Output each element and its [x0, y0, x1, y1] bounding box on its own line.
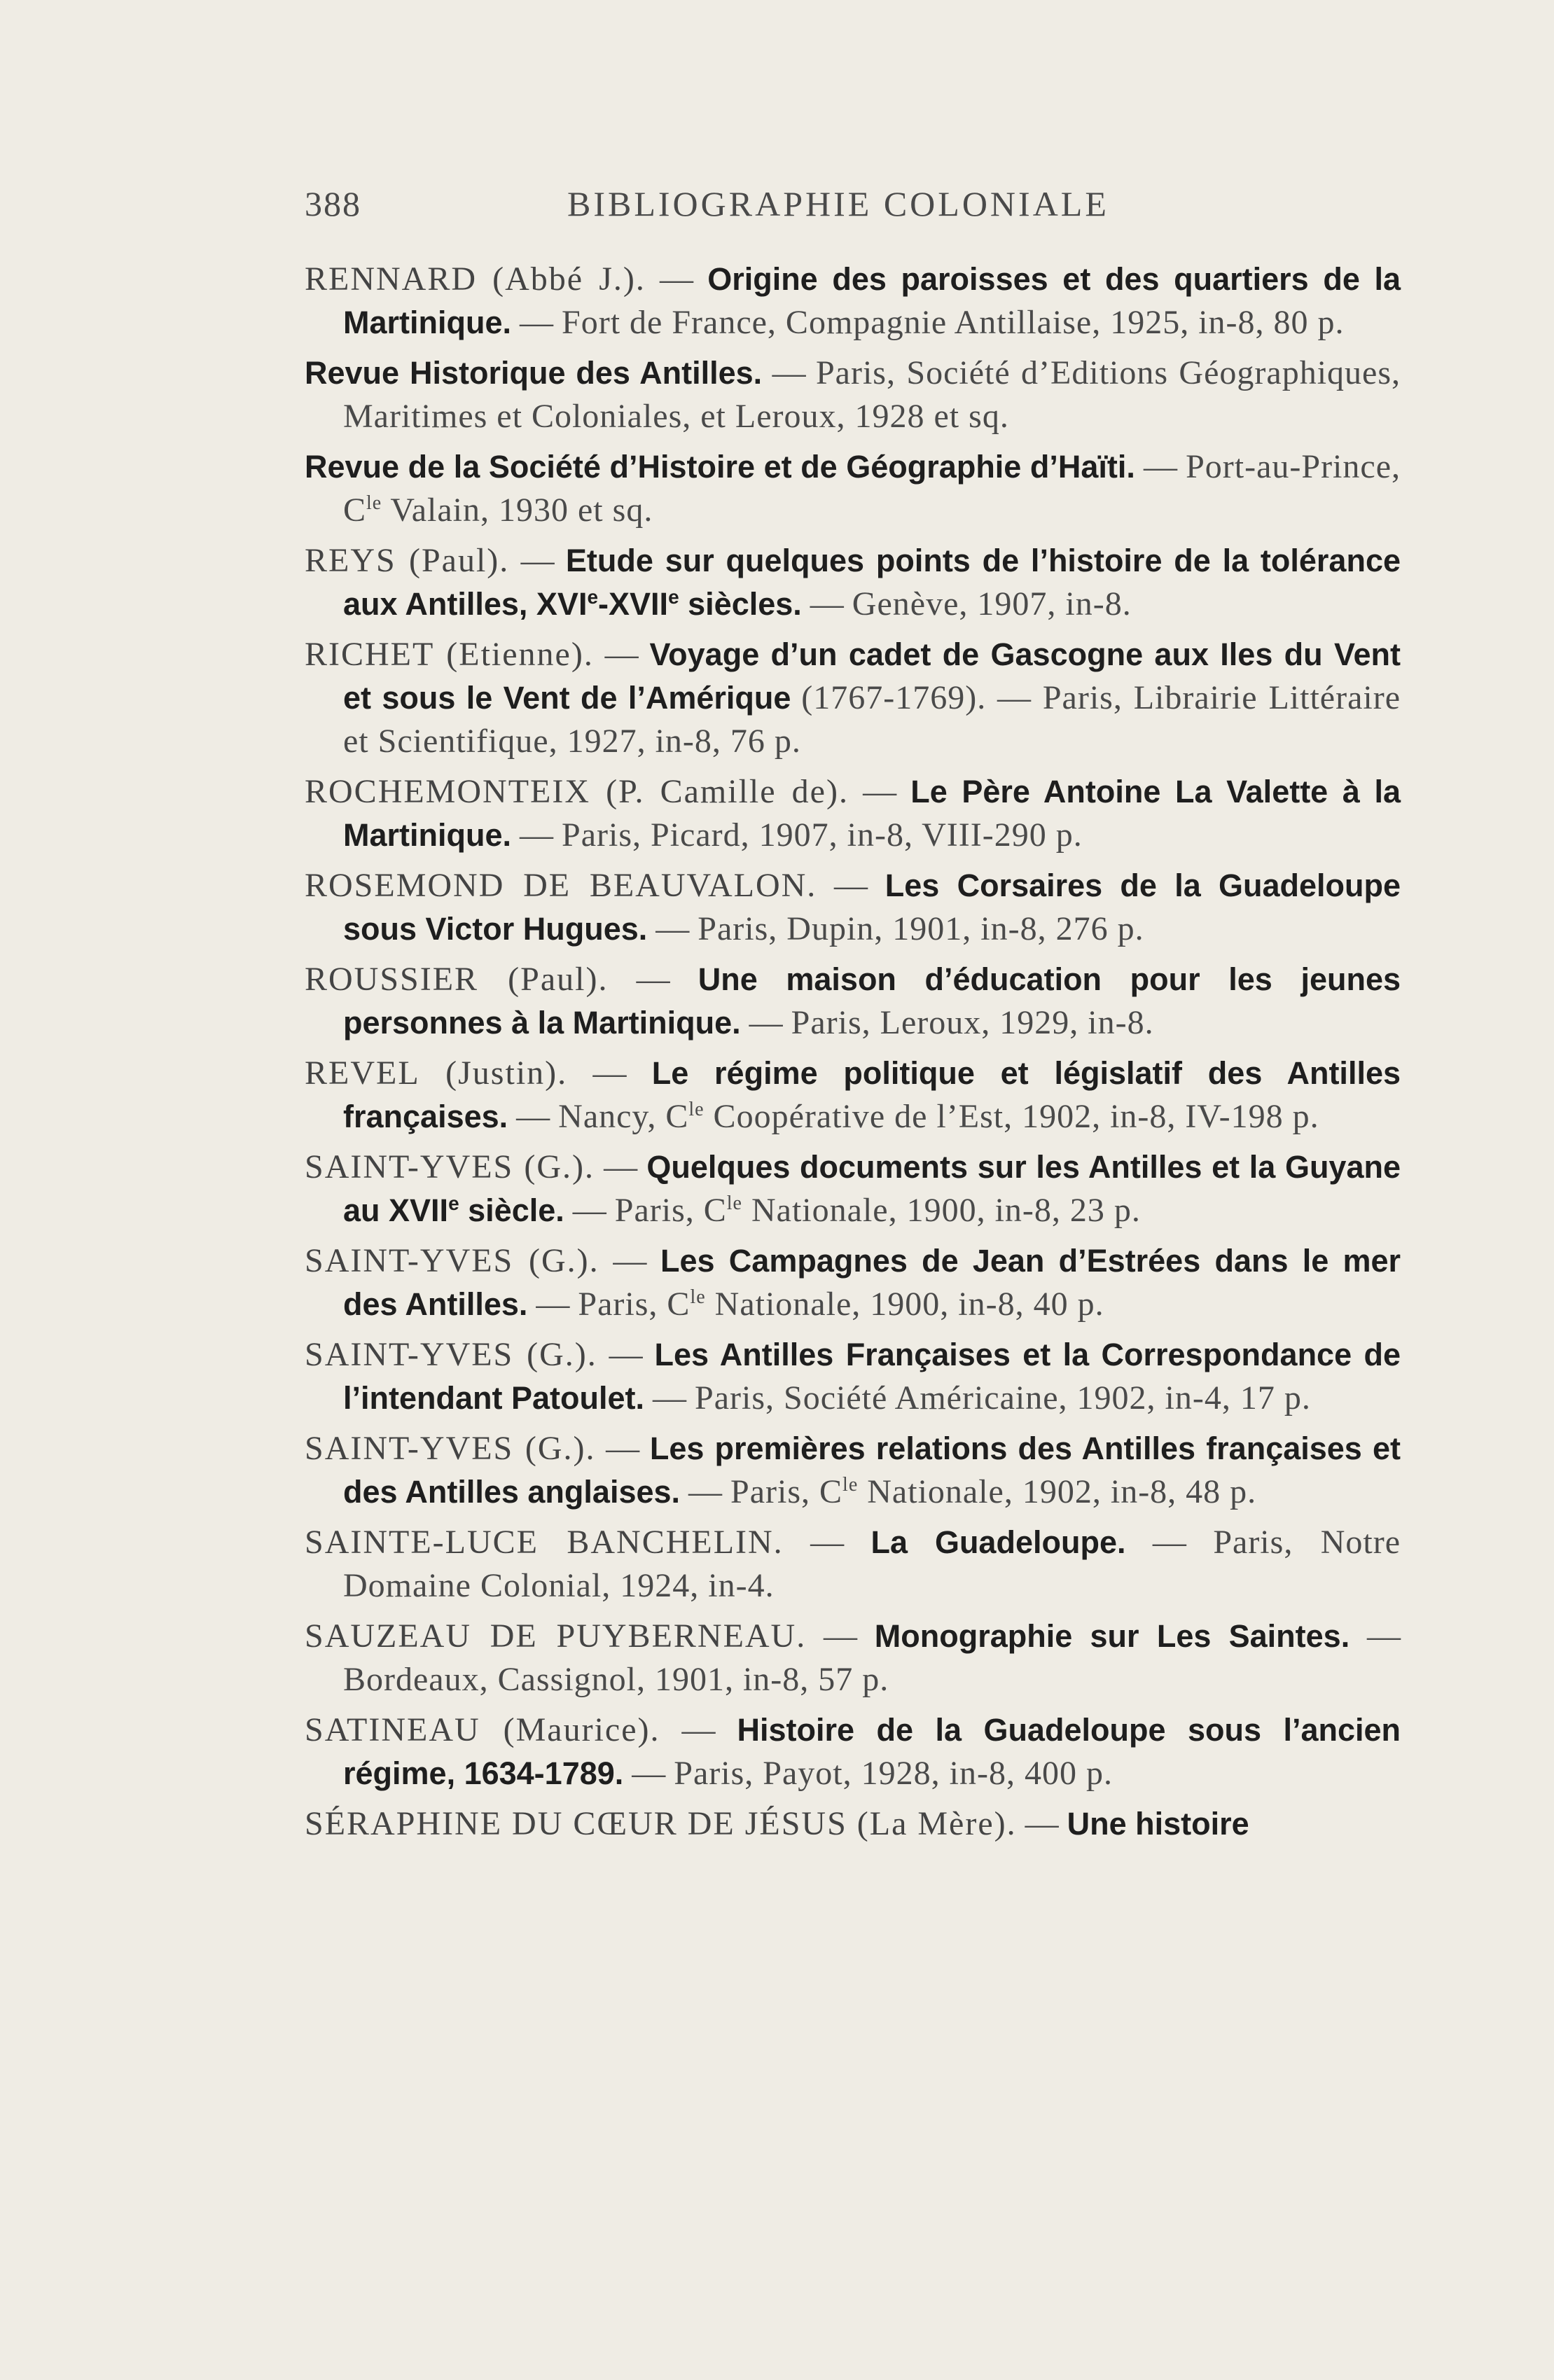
entry-author: SÉRAPHINE DU CŒUR DE JÉSUS (La Mère).: [305, 1805, 1017, 1842]
entry-title: Histoire de la Guadeloupe sous l’ancien régime, 1634-1789.: [343, 1712, 1401, 1791]
entry-title: Monographie sur Les Saintes.: [874, 1618, 1350, 1654]
entry-publication: Paris, Picard, 1907, in-8, VIII-290 p.: [562, 816, 1083, 854]
entry-author: SAINTE-LUCE BANCHELIN.: [305, 1524, 784, 1561]
running-header: [305, 183, 1404, 232]
bibliography-list: [305, 258, 1401, 1853]
entry-publication: Paris, $C^{le}$ Nationale, 1900, in-8, 40 p.: [578, 1286, 1104, 1323]
entry-publication: Paris, Notre Domaine Colonial, 1924, in-4.: [343, 1524, 1401, 1604]
entry-title: Les Corsaires de la Guadeloupe sous Victor Hugues.: [343, 868, 1401, 947]
entry-title: Origine des paroisses et des quartiers de la Martinique.: [343, 261, 1401, 340]
bibliography-entry: SAINT-YVES (G.). — Les premières relations des Antilles françaises et des Antilles anglaises. — Paris, $C^{le}$ Nationale, 1902, in-8, 48 p.: [305, 1430, 1401, 1510]
entry-title: Le régime politique et législatif des Antilles françaises.: [343, 1055, 1401, 1134]
bibliography-entry: Revue Historique des Antilles. — Paris, Société d’Editions Géographiques, Maritimes et Coloniales, et Leroux, 1928 et sq.: [305, 354, 1401, 435]
bibliography-entry: SAINT-YVES (G.). — Les Campagnes de Jean d’Estrées dans le mer des Antilles. — Paris, $C^{le}$ Nationale, 1900, in-8, 40 p.: [305, 1242, 1401, 1323]
entry-author: SAINT-YVES (G.).: [305, 1430, 596, 1467]
bibliography-entry: RICHET (Etienne). — Voyage d’un cadet de Gascogne aux Iles du Vent et sous le Vent de l’Amérique (1767-1769). — Paris, Librairie Littéraire et Scientifique, 1927, in-8, 76 p.: [305, 636, 1401, 760]
entry-title: Les Campagnes de Jean d’Estrées dans le mer des Antilles.: [343, 1243, 1401, 1322]
bibliography-entry: ROUSSIER (Paul). — Une maison d’éducation pour les jeunes personnes à la Martinique. — Paris, Leroux, 1929, in-8.: [305, 961, 1401, 1041]
entry-publication: (1767-1769). — Paris, Librairie Littéraire et Scientifique, 1927, in-8, 76 p.: [343, 679, 1401, 760]
entry-publication: Paris, Dupin, 1901, in-8, 276 p.: [698, 910, 1144, 947]
page-number: 388: [305, 184, 361, 223]
entry-title: Les Antilles Françaises et la Correspondance de l’intendant Patoulet.: [343, 1337, 1401, 1416]
bibliography-entry: SAINTE-LUCE BANCHELIN. — La Guadeloupe. — Paris, Notre Domaine Colonial, 1924, in-4.: [305, 1524, 1401, 1604]
entry-author: SAINT-YVES (G.).: [305, 1242, 599, 1279]
entry-publication: Paris, Leroux, 1929, in-8.: [791, 1004, 1154, 1041]
entry-author: SAINT-YVES (G.).: [305, 1336, 597, 1373]
bibliography-entry: SÉRAPHINE DU CŒUR DE JÉSUS (La Mère). — Une histoire: [305, 1805, 1249, 1842]
entry-publication: Port-au-Prince, $C^{le}$ Valain, 1930 et sq.: [343, 448, 1401, 529]
entry-author: SAUZEAU DE PUYBERNEAU.: [305, 1617, 807, 1655]
entry-author: SATINEAU (Maurice).: [305, 1711, 660, 1748]
entry-author: ROUSSIER (Paul).: [305, 961, 609, 998]
bibliography-entry: ROCHEMONTEIX (P. Camille de). — Le Père Antoine La Valette à la Martinique. — Paris, Picard, 1907, in-8, VIII-290 p.: [305, 773, 1401, 854]
entry-title: La Guadeloupe.: [870, 1524, 1126, 1560]
entry-publication: Paris, $C^{le}$ Nationale, 1900, in-8, 23 p.: [614, 1192, 1141, 1229]
bibliography-entry: Revue de la Société d’Histoire et de Géographie d’Haïti. — Port-au-Prince, $C^{le}$ Valain, 1930 et sq.: [305, 448, 1401, 529]
entry-title: Voyage d’un cadet de Gascogne aux Iles du Vent et sous le Vent de l’Amérique: [343, 636, 1401, 716]
bibliography-entry: RENNARD (Abbé J.). — Origine des paroisses et des quartiers de la Martinique. — Fort de France, Compagnie Antillaise, 1925, in-8, 80 p.: [305, 260, 1401, 341]
bibliography-entry: SAINT-YVES (G.). — Quelques documents sur les Antilles et la Guyane au XVIIe siècle. — Paris, $C^{le}$ Nationale, 1900, in-8, 23 p.: [305, 1148, 1401, 1229]
entry-title: Les premières relations des Antilles françaises et des Antilles anglaises.: [343, 1431, 1401, 1510]
entry-publication: Paris, Société Américaine, 1902, in-4, 17 p.: [695, 1379, 1311, 1417]
entry-publication: Genève, 1907, in-8.: [852, 585, 1132, 622]
entry-publication: Fort de France, Compagnie Antillaise, 1925, in-8, 80 p.: [562, 304, 1345, 341]
entry-title: Une maison d’éducation pour les jeunes personnes à la Martinique.: [343, 961, 1401, 1041]
entry-author: ROCHEMONTEIX (P. Camille de).: [305, 773, 849, 810]
entry-publication: Paris, Société d’Editions Géographiques, Maritimes et Coloniales, et Leroux, 1928 et sq.: [343, 354, 1401, 435]
running-title: BIBLIOGRAPHIE COLONIALE: [567, 184, 1109, 223]
entry-publication: Paris, Payot, 1928, in-8, 400 p.: [674, 1755, 1113, 1792]
entry-publication: Bordeaux, Cassignol, 1901, in-8, 57 p.: [343, 1661, 889, 1698]
bibliography-entry: ROSEMOND DE BEAUVALON. — Les Corsaires de la Guadeloupe sous Victor Hugues. — Paris, Dupin, 1901, in-8, 276 p.: [305, 867, 1401, 947]
entry-title: Revue de la Société d’Histoire et de Géographie d’Haïti.: [305, 449, 1135, 485]
bibliography-entry: SAUZEAU DE PUYBERNEAU. — Monographie sur Les Saintes. — Bordeaux, Cassignol, 1901, in-8, 57 p.: [305, 1617, 1401, 1698]
entry-publication: Nancy, $C^{le}$ Coopérative de l’Est, 1902, in-8, IV-198 p.: [558, 1098, 1319, 1135]
entry-title: Quelques documents sur les Antilles et la Guyane au XVIIe siècle.: [343, 1149, 1401, 1228]
bibliography-entry: SAINT-YVES (G.). — Les Antilles Françaises et la Correspondance de l’intendant Patoulet. — Paris, Société Américaine, 1902, in-4, 17 p.: [305, 1336, 1401, 1417]
entry-title: Revue Historique des Antilles.: [305, 355, 763, 391]
bibliography-entry: REVEL (Justin). — Le régime politique et législatif des Antilles françaises. — Nancy, $C^{le}$ Coopérative de l’Est, 1902, in-8, IV-198 p.: [305, 1055, 1401, 1135]
entry-title: Le Père Antoine La Valette à la Martinique.: [343, 774, 1401, 853]
entry-title: Etude sur quelques points de l’histoire de la tolérance aux Antilles, XVIe-XVIIe siècles.: [343, 543, 1401, 622]
entry-author: RENNARD (Abbé J.).: [305, 260, 646, 298]
entry-publication: Paris, $C^{le}$ Nationale, 1902, in-8, 48 p.: [730, 1473, 1257, 1510]
entry-author: SAINT-YVES (G.).: [305, 1148, 595, 1185]
bibliography-entry: SATINEAU (Maurice). — Histoire de la Guadeloupe sous l’ancien régime, 1634-1789. — Paris, Payot, 1928, in-8, 400 p.: [305, 1711, 1401, 1792]
entry-author: RICHET (Etienne).: [305, 636, 594, 673]
entry-author: ROSEMOND DE BEAUVALON.: [305, 867, 817, 904]
entry-author: REYS (Paul).: [305, 542, 510, 579]
entry-author: REVEL (Justin).: [305, 1055, 568, 1092]
entry-title: Une histoire: [1067, 1806, 1249, 1842]
bibliography-entry: REYS (Paul). — Etude sur quelques points de l’histoire de la tolérance aux Antilles, XVIe-XVIIe siècles. — Genève, 1907, in-8.: [305, 542, 1401, 622]
